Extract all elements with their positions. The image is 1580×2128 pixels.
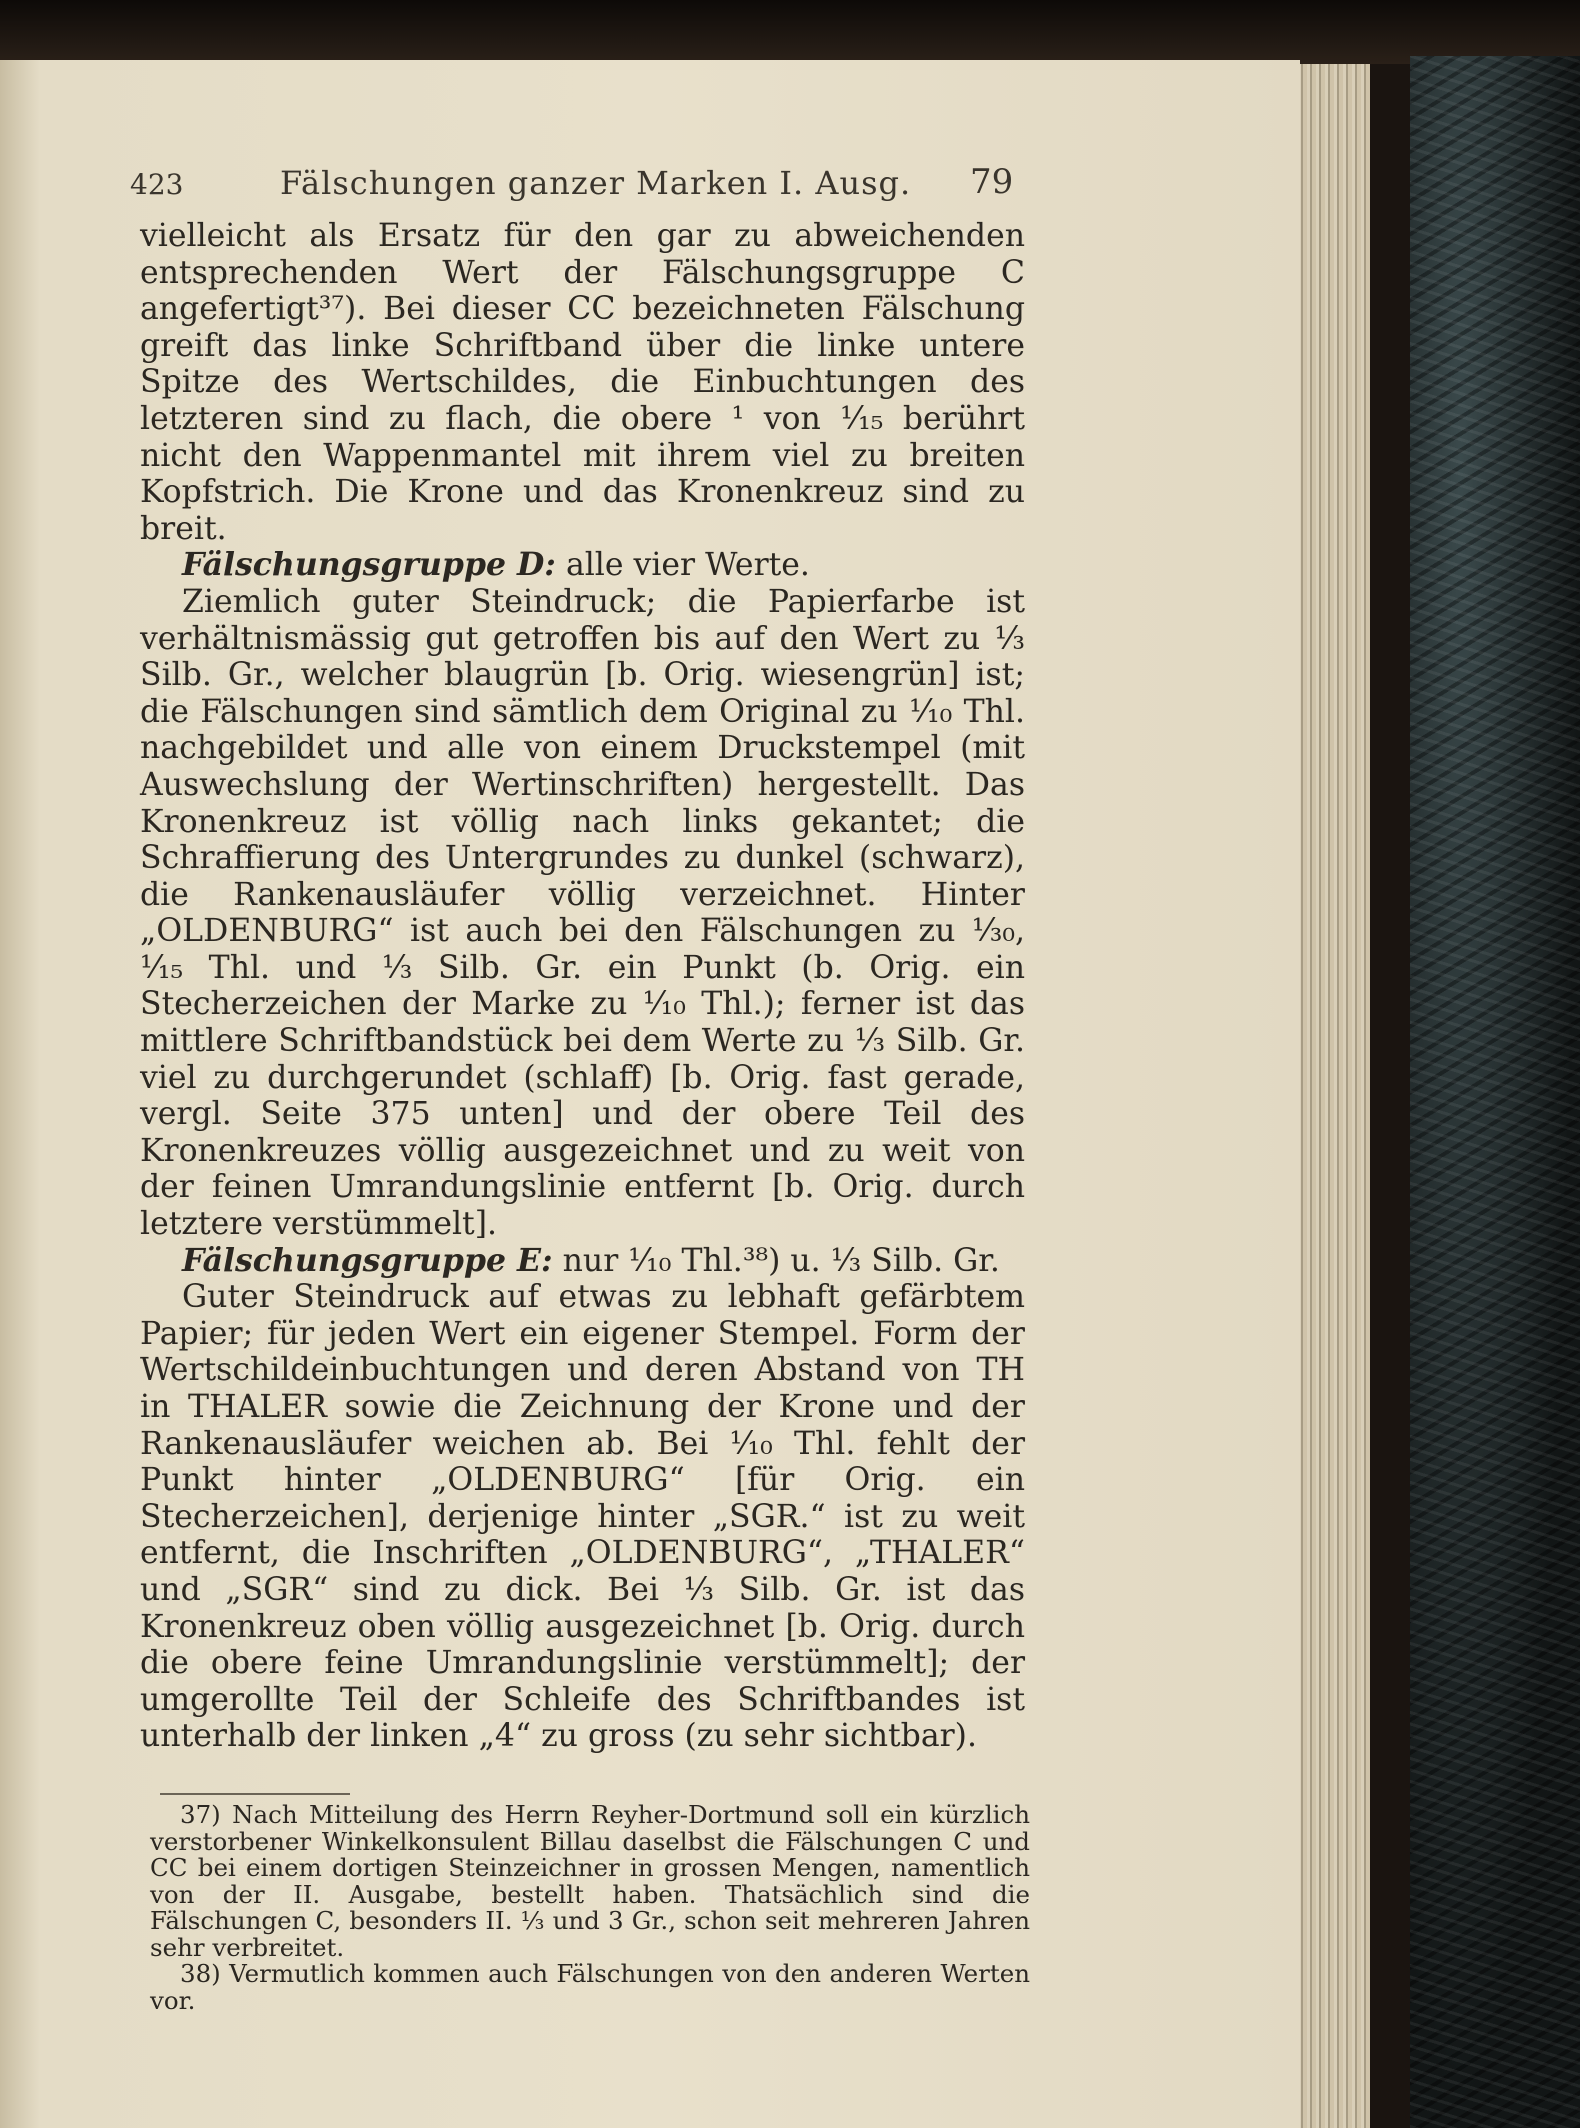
section-e-heading	[140, 1243, 1025, 1280]
section-e-paragraph: Guter Steindruck auf etwas zu lebhaft gefärbtem Papier; für jeden Wert ein eigener Stempel. Form der Wertschildeinbuchtungen und deren Abstand von TH in THALER sowie die Zeichnung der Krone und der Rankenausläufer weichen ab. Bei ¹⁄₁₀ Thl. fehlt der Punkt hinter „OLDENBURG“ [für Orig. ein Stecherzeichen], derjenige hinter „SGR.“ ist zu weit entfernt, die Inschriften „OLDENBURG“, „THALER“ und „SGR“ sind zu dick. Bei ¹⁄₃ Silb. Gr. ist das Kronenkreuz oben völlig ausgezeichnet [b. Orig. durch die obere feine Umrandungslinie verstümmelt]; der umgerollte Teil der Schleife des Schriftbandes ist unterhalb der linken „4“ zu gross (zu sehr sichtbar).	[140, 1279, 1025, 1755]
section-d-title-rest: alle vier Werte.	[555, 547, 810, 584]
section-e-title-rest: nur ¹⁄₁₀ Thl.³⁸) u. ¹⁄₃ Silb. Gr.	[552, 1242, 1000, 1279]
marbled-book-edge	[1410, 56, 1580, 2128]
section-d-paragraph: Ziemlich guter Steindruck; die Papierfarbe ist verhältnismässig gut getroffen bis auf den Wert zu ¹⁄₃ Silb. Gr., welcher blaugrün [b. Orig. wiesengrün] ist; die Fälschungen sind sämtlich dem Original zu ¹⁄₁₀ Thl. nachgebildet und alle von einem Druckstempel (mit Auswechslung der Wertinschriften) hergestellt. Das Kronenkreuz ist völlig nach links gekantet; die Schraffierung des Untergrundes zu dunkel (schwarz), die Rankenausläufer völlig verzeichnet. Hinter „OLDENBURG“ ist auch bei den Fälschungen zu ¹⁄₃₀, ¹⁄₁₅ Thl. und ¹⁄₃ Silb. Gr. ein Punkt (b. Orig. ein Stecherzeichen der Marke zu ¹⁄₁₀ Thl.); ferner ist das mittlere Schriftbandstück bei dem Werte zu ¹⁄₃ Silb. Gr. viel zu durchgerundet (schlaff) [b. Orig. fast gerade, vergl. Seite 375 unten] und der obere Teil des Kronenkreuzes völlig ausgezeichnet und zu weit von der feinen Umrandungslinie entfernt [b. Orig. durch letztere verstümmelt].	[140, 583, 1025, 1243]
paragraph-continuation: vielleicht als Ersatz für den gar zu abweichenden entsprechenden Wert der Fälschungsgruppe C angefertigt³⁷). Bei dieser CC bezeichneten Fälschung greift das linke Schriftband über die linke untere Spitze des Wertschildes, die Einbuchtungen des letzteren sind zu flach, die obere ¹ von ¹⁄₁₅ berührt nicht den Wappenmantel mit ihrem viel zu breiten Kopfstrich. Die Krone und das Kronenkreuz sind zu breit.	[140, 218, 1025, 547]
scan-background	[0, 0, 1580, 64]
page-reference: 423	[130, 168, 184, 201]
footnote-38: 38) Vermutlich kommen auch Fälschungen von den anderen Werten vor.	[150, 1959, 1030, 2015]
section-d-heading	[140, 547, 1025, 584]
page-number: 79	[970, 162, 1014, 202]
running-header	[130, 110, 1014, 202]
footnote-37: 37) Nach Mitteilung des Herrn Reyher-Dortmund soll ein kürzlich verstorbener Winkelkonsulent Billau daselbst die Fälschungen C und CC bei einem dortigen Steinzeichner in grossen Mengen, namentlich von der II. Ausgabe, bestellt haben. Thatsächlich sind die Fälschungen C, besonders II. ¹⁄₃ und 3 Gr., schon seit mehreren Jahren sehr verbreitet.	[150, 1800, 1030, 1962]
footnotes	[150, 1802, 1030, 2014]
footnote-divider	[160, 1793, 350, 1795]
section-d-title: Fälschungsgruppe D:	[182, 546, 556, 584]
running-title: Fälschungen ganzer Marken I. Ausg.	[280, 164, 912, 202]
body-text	[140, 218, 1025, 1755]
section-e-title: Fälschungsgruppe E:	[182, 1241, 553, 1279]
book-page	[0, 60, 1300, 2128]
